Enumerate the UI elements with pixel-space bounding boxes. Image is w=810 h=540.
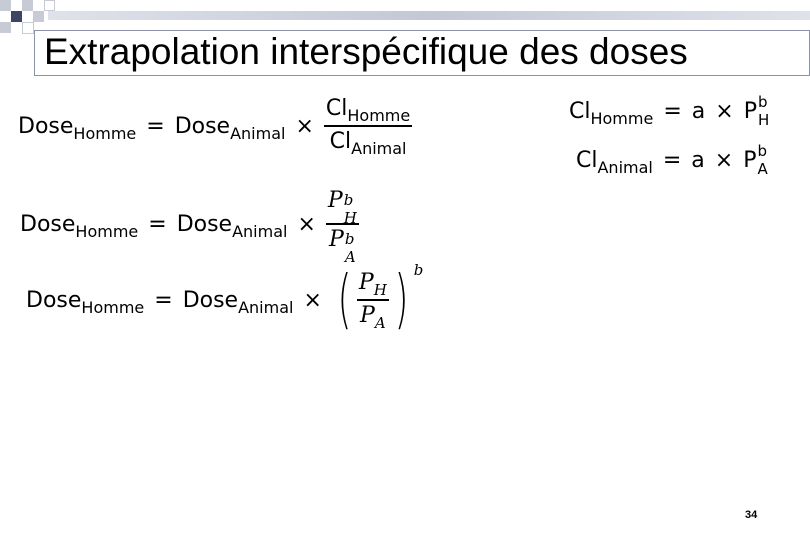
decor-square (22, 22, 34, 34)
equation-clearance-ratio (18, 94, 412, 158)
decor-square (44, 0, 55, 11)
header-stripe (48, 11, 810, 20)
slide-title: Extrapolation interspécifique des doses (44, 31, 688, 72)
decor-square (33, 11, 44, 22)
decor-square (0, 0, 11, 11)
dose-term: Dose$_{Homme}$ (26, 287, 145, 317)
equation-clearance-animal: $Cl_{Animal}$ = a × P b A (576, 142, 768, 178)
decor-square (11, 11, 22, 22)
fraction: $\frac{P_H}{P_A}$ (358, 270, 387, 332)
equals-sign: = (148, 211, 167, 237)
dose-term: Dose$_{Homme}$ (18, 113, 137, 143)
right-parenthesis: ) (394, 263, 409, 337)
left-parenthesis: ( (337, 263, 352, 337)
dose-term: Dose$_{Animal}$ (174, 113, 286, 143)
dose-term: Dose$_{Animal}$ (176, 211, 288, 241)
times-sign: × (303, 287, 322, 313)
equation-clearance-homme: $Cl_{Homme}$ = a × P b H (569, 93, 770, 129)
times-sign: × (295, 113, 314, 139)
equation-power-ratio (20, 186, 359, 266)
decor-square (0, 22, 11, 33)
dose-term: Dose$_{Homme}$ (20, 211, 139, 241)
times-sign: × (297, 211, 316, 237)
equals-sign: = (146, 113, 165, 139)
decor-square (22, 0, 33, 11)
fraction: $\frac{Cl_{Homme}}{Cl_{Animal}}$ (325, 96, 411, 158)
fraction: P b H P b A (327, 188, 357, 266)
equation-parenthesized-ratio (26, 261, 424, 337)
dose-term: Dose$_{Animal}$ (182, 287, 294, 317)
page-number: 34 (745, 509, 758, 521)
equals-sign: = (154, 287, 173, 313)
exponent: b (413, 261, 424, 279)
